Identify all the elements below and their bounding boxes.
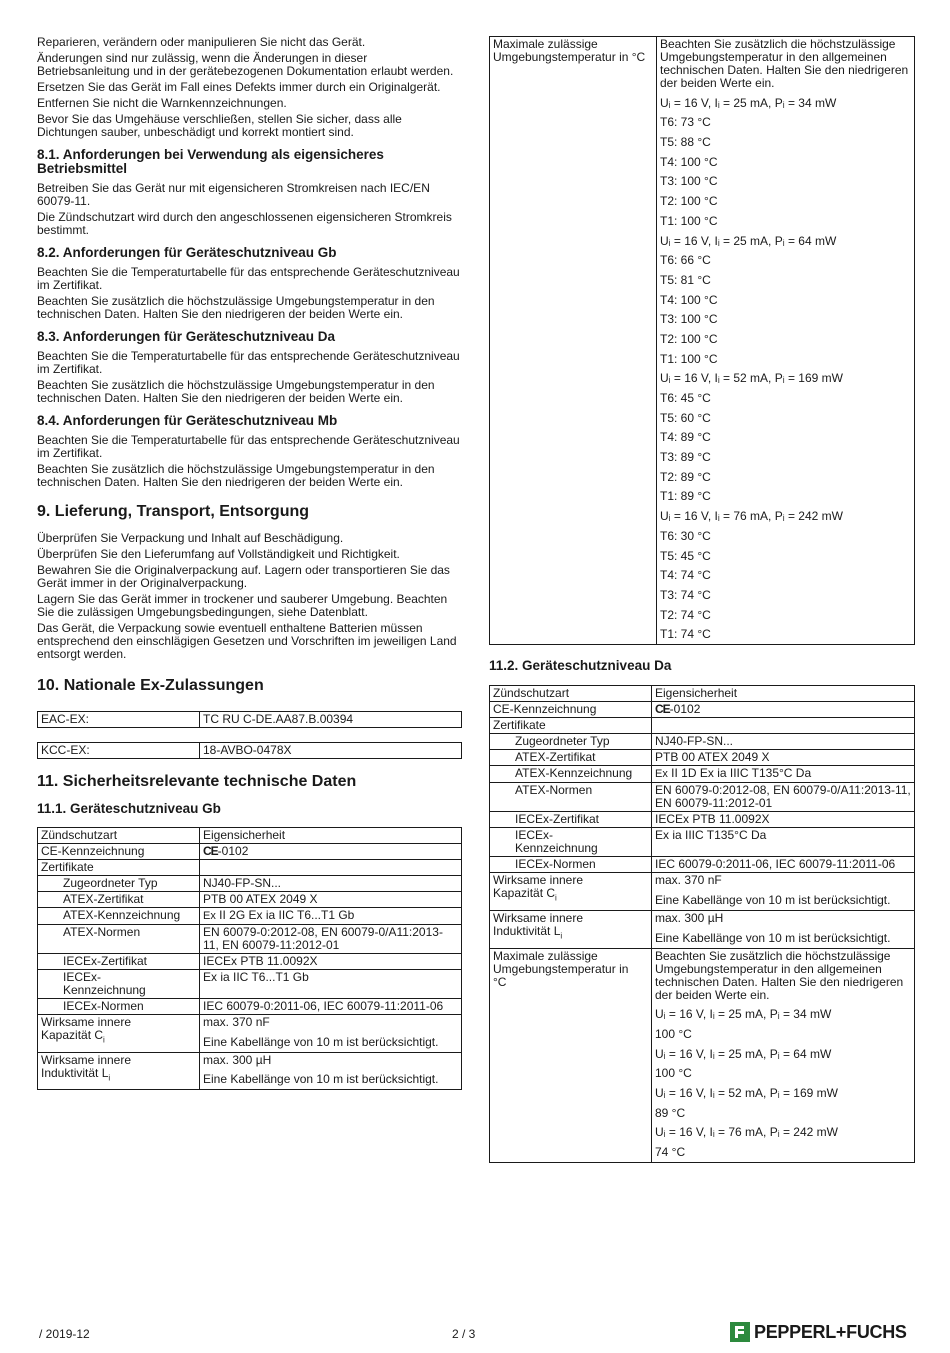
- temp-entry: T5: 81 °C: [660, 272, 711, 287]
- section-8-1-text: [37, 182, 462, 237]
- cell-value: EN 60079-0:2012-08, EN 60079-0/A11:2013-11, EN 60079-11:2012-01: [200, 925, 462, 954]
- table-row: [38, 743, 462, 759]
- heading-11-1: 11.1. Geräteschutzniveau Gb: [37, 801, 221, 816]
- ex-hexagon-icon: Ex: [203, 910, 216, 922]
- cell-label: CE-Kennzeichnung: [38, 844, 200, 860]
- heading-8-4: 8.4. Anforderungen für Geräteschutzniveau Mb: [37, 413, 338, 428]
- temp-entry: Uᵢ = 16 V, Iᵢ = 25 mA, Pᵢ = 64 mW: [655, 1046, 832, 1061]
- table-row: [38, 970, 462, 999]
- table-row: [490, 910, 915, 948]
- ind-sub: i: [560, 931, 563, 941]
- cell-label: ATEX-Normen: [38, 925, 200, 954]
- table-row: [490, 718, 915, 734]
- cap-note: Eine Kabellänge von 10 m ist berücksichtigt.: [203, 1034, 439, 1049]
- cap-note: Eine Kabellänge von 10 m ist berücksichtigt.: [655, 892, 891, 907]
- intro-para: Bevor Sie das Umgehäuse verschließen, stellen Sie sicher, dass alle Dichtungen sauber, unbeschädigt und korrekt montiert sind.: [37, 112, 402, 139]
- table-row: [490, 873, 915, 911]
- temp-label: Maximale zulässige Umgebungstemperatur in °C: [490, 948, 652, 1163]
- temp-entry: T5: 60 °C: [660, 410, 711, 425]
- cell-label: ATEX-Kennzeichnung: [38, 908, 200, 925]
- temp-entry: T4: 100 °C: [660, 292, 718, 307]
- temp-entry: 100 °C: [655, 1027, 692, 1041]
- cell-value: EN 60079-0:2012-08, EN 60079-0/A11:2013-11, EN 60079-11:2012-01: [652, 783, 915, 812]
- cell-label: IECEx-Zertifikat: [38, 954, 200, 970]
- right-column: [489, 36, 915, 1163]
- table-row: [490, 783, 915, 812]
- cell-value: [200, 908, 462, 925]
- temp-entry: T4: 89 °C: [660, 430, 711, 445]
- cell-label: ATEX-Normen: [490, 783, 652, 812]
- cap-label: Wirksame innere Kapazität C: [493, 873, 584, 901]
- cell-label: ATEX-Kennzeichnung: [490, 766, 652, 783]
- cell-label: IECEx-Normen: [38, 999, 200, 1015]
- para: Überprüfen Sie den Lieferumfang auf Vollständigkeit und Richtigkeit.: [37, 547, 400, 561]
- cell-value: PTB 00 ATEX 2049 X: [200, 892, 462, 908]
- cell-label: IECEx-Kennzeichnung: [490, 828, 652, 857]
- cell-label: Zündschutzart: [38, 828, 200, 844]
- cell-value: IEC 60079-0:2011-06, IEC 60079-11:2011-06: [652, 857, 915, 873]
- cell-value: Ex ia IIC T6...T1 Gb: [200, 970, 462, 999]
- table-row: [38, 908, 462, 925]
- heading-10: 10. Nationale Ex-Zulassungen: [37, 677, 264, 694]
- temp-entry: T1: 100 °C: [660, 213, 718, 228]
- temp-entry: Uᵢ = 16 V, Iᵢ = 52 mA, Pᵢ = 169 mW: [660, 371, 843, 386]
- para: Die Zündschutzart wird durch den angeschlossenen eigensicheren Stromkreis bestimmt.: [37, 210, 452, 237]
- temp-entry: T6: 30 °C: [660, 528, 711, 543]
- cell-value: [200, 860, 462, 876]
- section-8-4-text: [37, 434, 462, 489]
- ce-mark-icon: CE: [203, 844, 218, 858]
- ind-label: Wirksame innere Induktivität L: [41, 1052, 132, 1080]
- cell-label: Zugeordneter Typ: [490, 734, 652, 750]
- ce-number: -0102: [669, 702, 701, 717]
- brand-logo: [730, 1322, 907, 1342]
- table-row: [38, 876, 462, 892]
- ex-hexagon-icon: Ex: [655, 768, 668, 781]
- section-9-text: [37, 532, 462, 661]
- cell-value: Ex ia IIIC T135°C Da: [652, 828, 915, 857]
- cap-label: Wirksame innere Kapazität C: [41, 1015, 132, 1042]
- gb-temperature-table: [489, 36, 915, 645]
- table-row: [38, 1015, 462, 1053]
- cell-value: [652, 718, 915, 734]
- table-row: [490, 686, 915, 702]
- temp-values: [657, 37, 915, 645]
- heading-8-2: 8.2. Anforderungen für Geräteschutzniveau Gb: [37, 245, 337, 260]
- temp-values: [652, 948, 915, 1163]
- para: Beachten Sie zusätzlich die höchstzulässige Umgebungstemperatur in den technischen Daten. Halten Sie den niedrigeren der beiden Werte ein.: [37, 462, 435, 489]
- cell-value: [652, 873, 915, 911]
- temp-entry: Uᵢ = 16 V, Iᵢ = 25 mA, Pᵢ = 34 mW: [655, 1007, 832, 1022]
- cap-value: max. 370 nF: [203, 1015, 270, 1029]
- cell-label: Zertifikate: [490, 718, 652, 734]
- heading-8-3: 8.3. Anforderungen für Geräteschutzniveau Da: [37, 329, 336, 344]
- temp-entry: T2: 89 °C: [660, 469, 711, 484]
- cell-value: NJ40-FP-SN...: [200, 876, 462, 892]
- eac-label: EAC-EX:: [38, 712, 200, 728]
- cell-label: CE-Kennzeichnung: [490, 702, 652, 718]
- para: Bewahren Sie die Originalverpackung auf. Lagern oder transportieren Sie das Gerät immer in der Originalverpackung.: [37, 563, 450, 590]
- temp-entry: T1: 89 °C: [660, 489, 711, 504]
- table-row: [490, 734, 915, 750]
- ce-mark-icon: CE: [655, 702, 670, 717]
- ce-number: -0102: [217, 844, 249, 858]
- cap-sub: i: [103, 1035, 105, 1045]
- ind-note: Eine Kabellänge von 10 m ist berücksichtigt.: [203, 1072, 439, 1087]
- cell-value: [652, 702, 915, 718]
- cell-label: [490, 873, 652, 911]
- temp-entry: T6: 66 °C: [660, 253, 711, 268]
- table-row: [490, 812, 915, 828]
- temp-entry: T4: 74 °C: [660, 568, 711, 583]
- intro-para: Ersetzen Sie das Gerät im Fall eines Defekts immer durch ein Originalgerät.: [37, 80, 441, 94]
- temp-entry: Uᵢ = 16 V, Iᵢ = 76 mA, Pᵢ = 242 mW: [655, 1125, 838, 1140]
- cell-label: ATEX-Zertifikat: [38, 892, 200, 908]
- temp-intro: Beachten Sie zusätzlich die höchstzulässige Umgebungstemperatur in den allgemeinen technischen Daten. Halten Sie den niedrigeren der beiden Werte ein.: [655, 948, 904, 1002]
- page-number: 2 / 3: [452, 1327, 476, 1341]
- table-row: [490, 750, 915, 766]
- cell-label: ATEX-Zertifikat: [490, 750, 652, 766]
- temp-entry: T2: 100 °C: [660, 194, 718, 209]
- intro-para: Reparieren, verändern oder manipulieren Sie nicht das Gerät.: [37, 35, 366, 49]
- table-row: [490, 948, 915, 1163]
- footer-date: / 2019-12: [39, 1327, 90, 1341]
- temp-entry: T3: 89 °C: [660, 450, 711, 465]
- temp-entry: 89 °C: [655, 1105, 686, 1120]
- cell-value: IEC 60079-0:2011-06, IEC 60079-11:2011-06: [200, 999, 462, 1015]
- table-row: [38, 1052, 462, 1090]
- table-row: [490, 828, 915, 857]
- cell-value: NJ40-FP-SN...: [652, 734, 915, 750]
- pf-logo-icon: [730, 1322, 750, 1342]
- temp-entry: T3: 100 °C: [660, 174, 718, 189]
- cap-value: max. 370 nF: [655, 873, 722, 888]
- temp-entry: 74 °C: [655, 1145, 686, 1160]
- ind-note: Eine Kabellänge von 10 m ist berücksichtigt.: [655, 930, 891, 945]
- temp-entry: 100 °C: [655, 1066, 692, 1081]
- temp-entry: T6: 73 °C: [660, 115, 711, 130]
- heading-9: 9. Lieferung, Transport, Entsorgung: [37, 503, 310, 520]
- table-row: [38, 712, 462, 728]
- kcc-table: [37, 742, 462, 759]
- table-row: [490, 702, 915, 718]
- cell-label: IECEx-Kennzeichnung: [38, 970, 200, 999]
- brand-name: PEPPERL+FUCHS: [754, 1321, 907, 1342]
- heading-8-1: 8.1. Anforderungen bei Verwendung als eigensicheres Betriebsmittel: [37, 147, 384, 176]
- left-column: [37, 36, 462, 1090]
- eac-value: TC RU C-DE.AA87.B.00394: [200, 712, 462, 728]
- temp-list: [660, 97, 911, 642]
- para: Beachten Sie die Temperaturtabelle für das entsprechende Geräteschutzniveau im Zertifikat.: [37, 349, 460, 376]
- temp-intro: Beachten Sie zusätzlich die höchstzulässige Umgebungstemperatur in den allgemeinen technischen Daten. Halten Sie den niedrigeren der beiden Werte ein.: [660, 37, 909, 90]
- cell-label: IECEx-Zertifikat: [490, 812, 652, 828]
- table-row: [490, 766, 915, 783]
- cell-label: [490, 910, 652, 948]
- table-row: [38, 844, 462, 860]
- cell-value: [200, 1015, 462, 1053]
- temp-entry: T1: 74 °C: [660, 627, 711, 642]
- cell-value: [200, 844, 462, 860]
- para: Betreiben Sie das Gerät nur mit eigensicheren Stromkreisen nach IEC/EN 60079-11.: [37, 181, 430, 208]
- ind-value: max. 300 µH: [203, 1052, 272, 1067]
- eac-table: [37, 711, 462, 728]
- table-row: [38, 925, 462, 954]
- table-row: [490, 857, 915, 873]
- cell-label: IECEx-Normen: [490, 857, 652, 873]
- cell-label: Zugeordneter Typ: [38, 876, 200, 892]
- ind-sub: i: [108, 1073, 111, 1083]
- ind-value: max. 300 µH: [655, 910, 724, 925]
- table-row: [38, 892, 462, 908]
- temp-entry: Uᵢ = 16 V, Iᵢ = 25 mA, Pᵢ = 34 mW: [660, 95, 837, 110]
- para: Beachten Sie die Temperaturtabelle für das entsprechende Geräteschutzniveau im Zertifikat.: [37, 433, 460, 460]
- para: Lagern Sie das Gerät immer in trockener und sauberer Umgebung. Beachten Sie die zulässigen Umgebungsbedingungen, siehe Datenblatt.: [37, 592, 448, 619]
- gb-table: [37, 827, 462, 1090]
- atex-marking: II 1D Ex ia IIIC T135°C Da: [667, 766, 812, 781]
- temp-entry: T3: 100 °C: [660, 312, 718, 327]
- kcc-value: 18-AVBO-0478X: [200, 743, 462, 759]
- para: Beachten Sie zusätzlich die höchstzulässige Umgebungstemperatur in den technischen Daten. Halten Sie den niedrigeren der beiden Werte ein.: [37, 294, 435, 321]
- para: Beachten Sie die Temperaturtabelle für das entsprechende Geräteschutzniveau im Zertifikat.: [37, 265, 460, 292]
- cell-value: Eigensicherheit: [200, 828, 462, 844]
- temp-entry: T5: 88 °C: [660, 135, 711, 150]
- para: Beachten Sie zusätzlich die höchstzulässige Umgebungstemperatur in den technischen Daten. Halten Sie den niedrigeren der beiden Werte ein.: [37, 378, 435, 405]
- heading-11: 11. Sicherheitsrelevante technische Daten: [37, 773, 357, 790]
- intro-para: Entfernen Sie nicht die Warnkennzeichnungen.: [37, 96, 287, 110]
- cell-value: IECEx PTB 11.0092X: [652, 812, 915, 828]
- section-8-3-text: [37, 350, 462, 405]
- cell-value: [652, 910, 915, 948]
- cell-value: IECEx PTB 11.0092X: [200, 954, 462, 970]
- temp-entry: T6: 45 °C: [660, 391, 711, 405]
- cell-value: PTB 00 ATEX 2049 X: [652, 750, 915, 766]
- para: Das Gerät, die Verpackung sowie eventuell enthaltene Batterien müssen entsprechend den einschlägigen Gesetzen und Vorschriften im jeweiligen Land entsorgt werden.: [37, 621, 457, 661]
- heading-11-2: 11.2. Geräteschutzniveau Da: [489, 658, 672, 674]
- intro-text: [37, 36, 462, 139]
- cell-label: Zertifikate: [38, 860, 200, 876]
- temp-entry: Uᵢ = 16 V, Iᵢ = 52 mA, Pᵢ = 169 mW: [655, 1086, 838, 1101]
- temp-entry: T5: 45 °C: [660, 548, 711, 563]
- intro-para: Änderungen sind nur zulässig, wenn die Änderungen in dieser Betriebsanleitung und in der gerätebezogenen Dokumentation erlaubt werden.: [37, 51, 454, 78]
- temp-entry: T3: 74 °C: [660, 587, 711, 602]
- table-row: [490, 37, 915, 645]
- table-row: [38, 999, 462, 1015]
- para: Überprüfen Sie Verpackung und Inhalt auf Beschädigung.: [37, 531, 344, 545]
- temp-label: Maximale zulässige Umgebungstemperatur in °C: [490, 37, 657, 645]
- kcc-label: KCC-EX:: [38, 743, 200, 759]
- table-row: [38, 860, 462, 876]
- cell-value: Eigensicherheit: [652, 686, 915, 702]
- da-table: [489, 685, 915, 1163]
- temp-list: [655, 1008, 911, 1159]
- cell-label: [38, 1015, 200, 1053]
- temp-entry: T1: 100 °C: [660, 351, 718, 366]
- cell-label: [38, 1052, 200, 1090]
- ind-label: Wirksame innere Induktivität L: [493, 910, 584, 938]
- section-8-2-text: [37, 266, 462, 321]
- temp-entry: T4: 100 °C: [660, 154, 718, 169]
- cell-value: [200, 1052, 462, 1090]
- temp-entry: T2: 100 °C: [660, 331, 718, 346]
- temp-entry: T2: 74 °C: [660, 607, 711, 622]
- temp-entry: Uᵢ = 16 V, Iᵢ = 25 mA, Pᵢ = 64 mW: [660, 233, 837, 248]
- table-row: [38, 954, 462, 970]
- atex-marking: II 2G Ex ia IIC T6...T1 Gb: [215, 908, 355, 922]
- cap-sub: i: [555, 893, 557, 903]
- table-row: [38, 828, 462, 844]
- cell-label: Zündschutzart: [490, 686, 652, 702]
- cell-value: [652, 766, 915, 783]
- temp-entry: Uᵢ = 16 V, Iᵢ = 76 mA, Pᵢ = 242 mW: [660, 509, 843, 524]
